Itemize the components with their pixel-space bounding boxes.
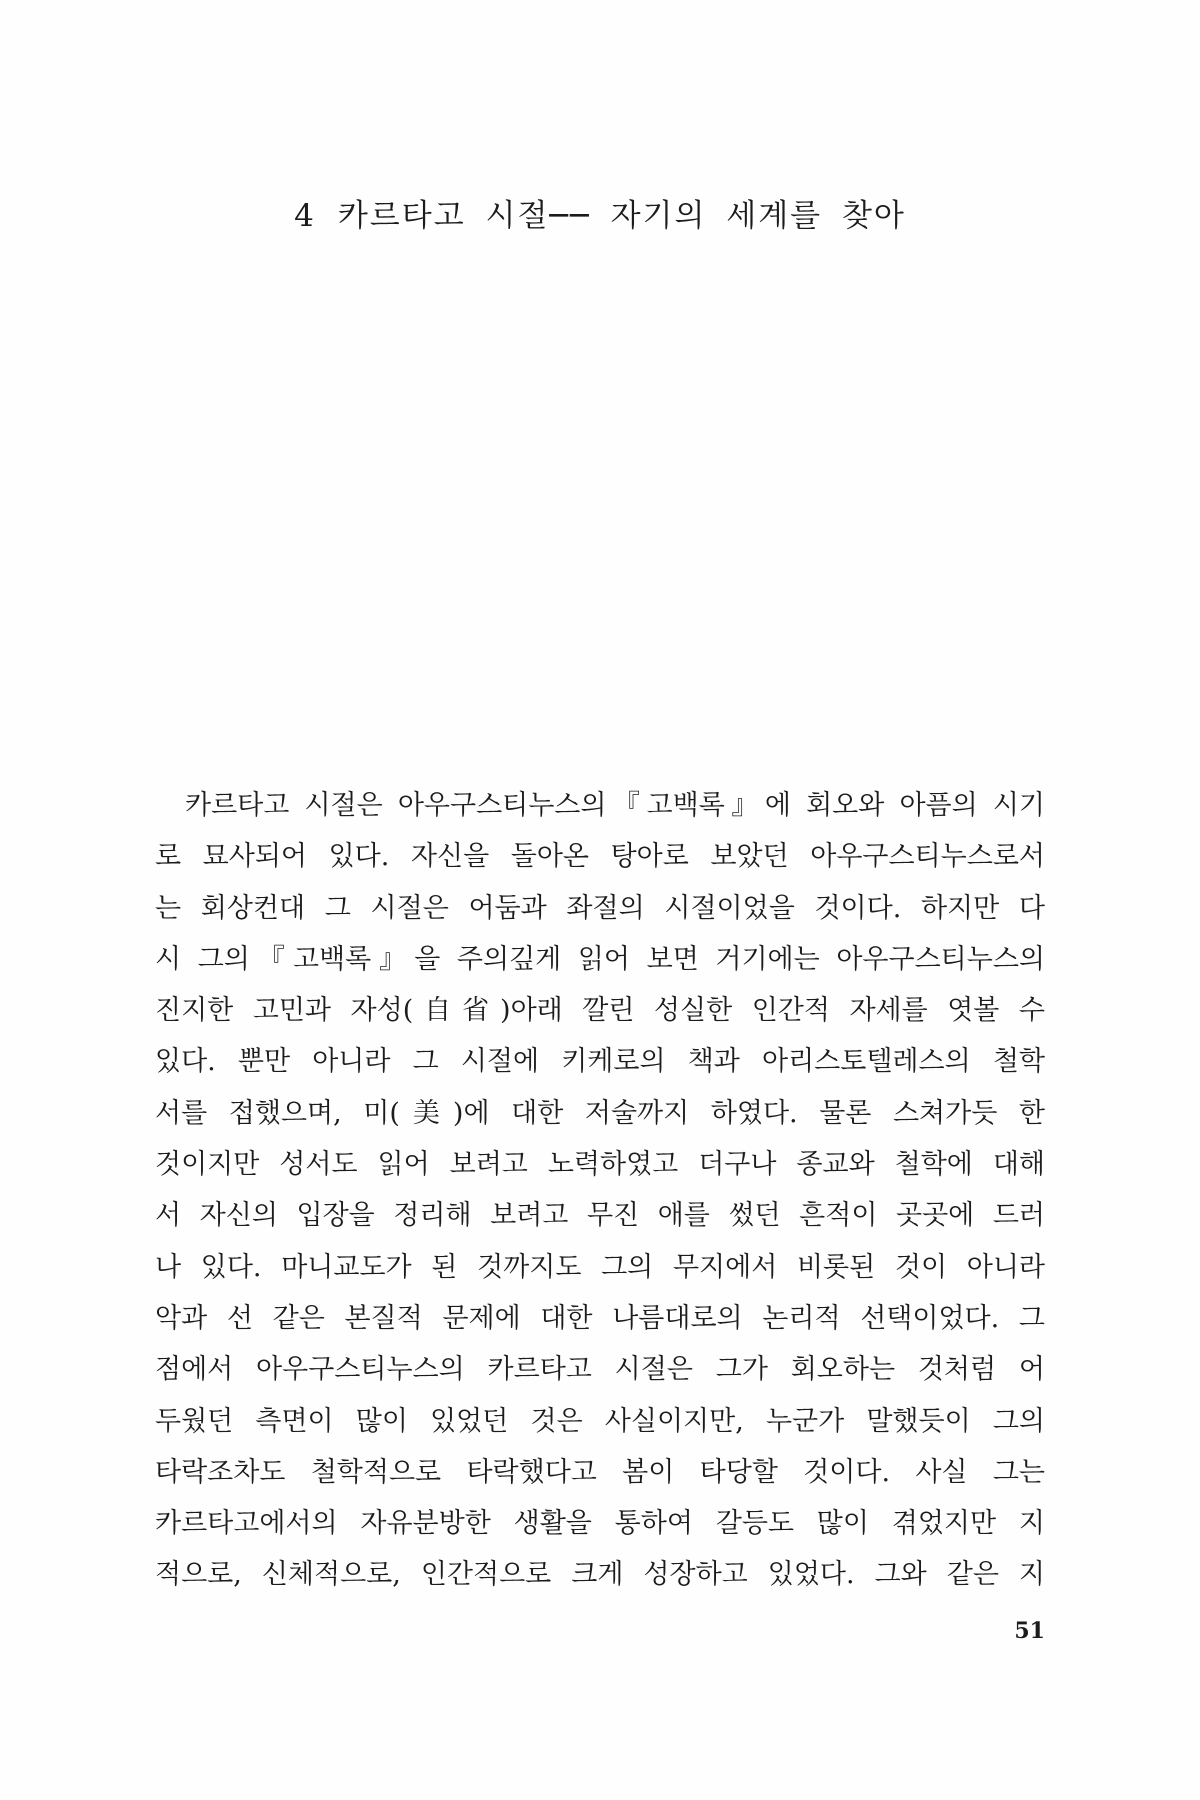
text-line: 서 자신의 입장을 정리해 보려고 무진 애를 썼던 흔적이 곳곳에 드러 [155,1200,1045,1232]
text-line: 것이지만 성서도 읽어 보려고 노력하였고 더구나 종교와 철학에 대해 [155,1149,1045,1181]
text-line: 있다. 뿐만 아니라 그 시절에 키케로의 책과 아리스토텔레스의 철학 [155,1046,1045,1078]
text-line: 는 회상컨대 그 시절은 어둠과 좌절의 시절이었을 것이다. 하지만 다 [155,892,1045,924]
text-line: 카르타고에서의 자유분방한 생활을 통하여 갈등도 많이 겪었지만 지 [155,1508,1045,1540]
text-line: 점에서 아우구스티누스의 카르타고 시절은 그가 회오하는 것처럼 어 [155,1354,1045,1386]
text-line: 악과 선 같은 본질적 문제에 대한 나름대로의 논리적 선택이었다. 그 [155,1302,1045,1334]
text-line: 카르타고 시절은 아우구스티누스의『고백록』에 회오와 아픔의 시기 [185,790,1045,821]
text-line: 나 있다. 마니교도가 된 것까지도 그의 무지에서 비롯된 것이 아니라 [155,1251,1045,1283]
text-line: 시 그의『고백록』을 주의깊게 읽어 보면 거기에는 아우구스티누스의 [155,943,1045,975]
text-line: 진지한 고민과 자성(自省)아래 깔린 성실한 인간적 자세를 엿볼 수 [155,995,1045,1027]
chapter-number: 4 [294,198,316,234]
text-line: 타락조차도 철학적으로 타락했다고 봄이 타당할 것이다. 사실 그는 [155,1456,1045,1488]
text-line: 두웠던 측면이 많이 있었던 것은 사실이지만, 누군가 말했듯이 그의 [155,1405,1045,1437]
text-line: 적으로, 신체적으로, 인간적으로 크게 성장하고 있었다. 그와 같은 지 [155,1559,1045,1591]
text-line: 서를 접했으며, 미(美)에 대한 저술까지 하였다. 물론 스쳐가듯 한 [155,1097,1045,1129]
page-number: 51 [1014,1618,1045,1644]
text-line: 로 묘사되어 있다. 자신을 돌아온 탕아로 보았던 아우구스티누스로서 [155,841,1045,873]
body-paragraph [155,780,1045,1601]
chapter-heading [0,190,1200,235]
chapter-title: 카르타고 시절── 자기의 세계를 찾아 [337,198,906,234]
